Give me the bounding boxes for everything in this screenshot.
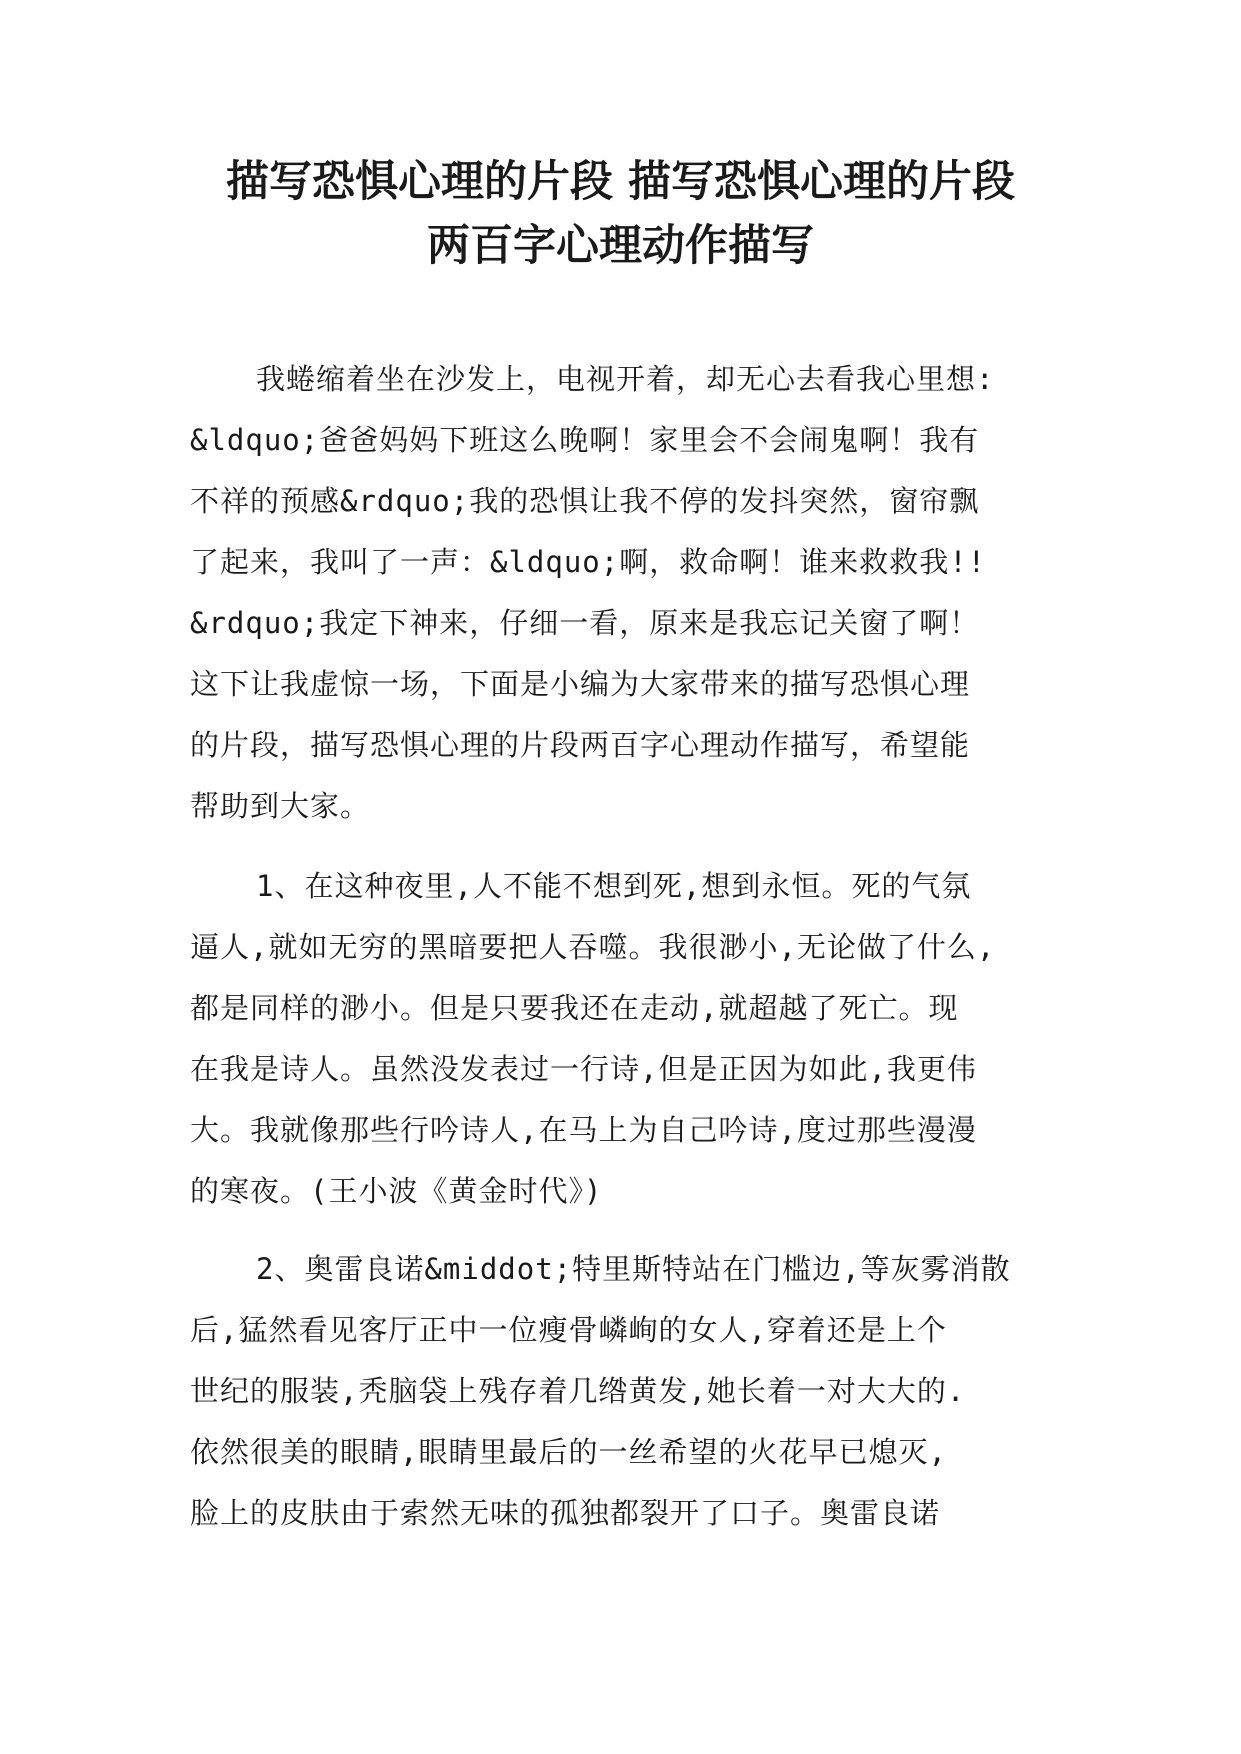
paragraph-line: &ldquo;爸爸妈妈下班这么晚啊！家里会不会闹鬼啊！我有 xyxy=(190,423,980,457)
intro-paragraph xyxy=(190,349,1054,837)
paragraph-line: 都是同样的渺小。但是只要我还在走动,就超越了死亡。现 xyxy=(190,991,959,1025)
paragraph-line: 后,猛然看见客厅正中一位瘦骨嶙峋的女人,穿着还是上个 xyxy=(190,1313,947,1347)
paragraph-line: 逼人,就如无穷的黑暗要把人吞噬。我很渺小,无论做了什么, xyxy=(190,930,996,964)
paragraph-line: 依然很美的眼睛,眼睛里最后的一丝希望的火花早已熄灭, xyxy=(190,1435,947,1469)
paragraph-line: &rdquo;我定下神来，仔细一看，原来是我忘记关窗了啊！ xyxy=(190,606,980,640)
title-line-2: 两百字心理动作描写 xyxy=(427,221,814,271)
paragraph-line: 在我是诗人。虽然没发表过一行诗,但是正因为如此,我更伟 xyxy=(190,1052,977,1086)
paragraph-line: 1、在这种夜里,人不能不想到死,想到永恒。死的气氛 xyxy=(256,869,972,903)
paragraph-line: 我蜷缩着坐在沙发上，电视开着，却无心去看我心里想: xyxy=(256,362,995,396)
paragraph-line: 脸上的皮肤由于索然无味的孤独都裂开了口子。奥雷良诺 xyxy=(190,1496,941,1530)
excerpt-paragraph-1 xyxy=(190,856,1054,1222)
document-title xyxy=(150,150,1091,278)
excerpt-paragraph-2 xyxy=(190,1239,1054,1544)
paragraph-line: 了起来，我叫了一声：&ldquo;啊，救命啊！谁来救救我!! xyxy=(190,545,987,579)
paragraph-line: 不祥的预感&rdquo;我的恐惧让我不停的发抖突然，窗帘飘 xyxy=(190,484,980,518)
paragraph-line: 这下让我虚惊一场，下面是小编为大家带来的描写恐惧心理 xyxy=(190,667,971,701)
paragraph-line: 帮助到大家。 xyxy=(190,789,371,823)
title-line-1: 描写恐惧心理的片段 描写恐惧心理的片段 xyxy=(226,157,1015,207)
paragraph-line: 世纪的服装,秃脑袋上残存着几绺黄发,她长着一对大大的. xyxy=(190,1374,966,1408)
paragraph-line: 大。我就像那些行吟诗人,在马上为自己吟诗,度过那些漫漫 xyxy=(190,1113,977,1147)
paragraph-line: 的寒夜。(王小波《黄金时代》) xyxy=(190,1174,603,1208)
paragraph-line: 2、奥雷良诺&middot;特里斯特站在门槛边,等灰雾消散 xyxy=(256,1252,1011,1286)
paragraph-line: 的片段，描写恐惧心理的片段两百字心理动作描写，希望能 xyxy=(190,728,971,762)
